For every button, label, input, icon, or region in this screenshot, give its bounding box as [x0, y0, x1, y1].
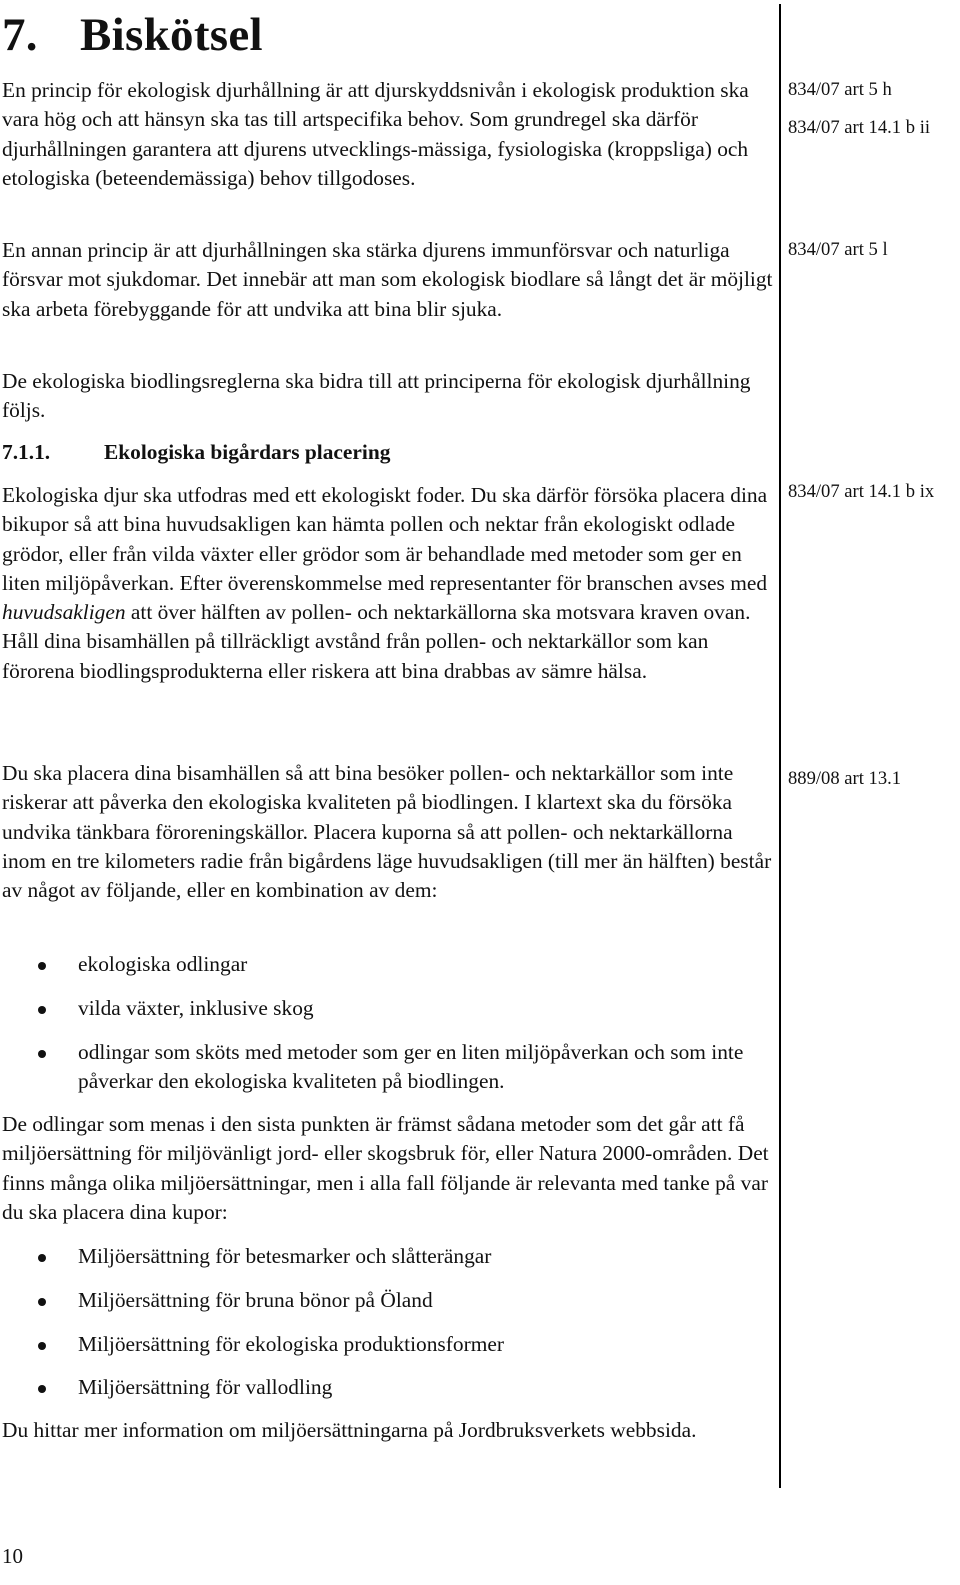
subsection-title: Ekologiska bigårdars placering: [104, 440, 391, 464]
margin-reference: 834/07 art 5 l: [788, 239, 888, 260]
bullet-icon: [38, 1050, 46, 1058]
bullet-icon: [38, 1254, 46, 1262]
list-item: [2, 1373, 774, 1402]
list-item-text: ekologiska odlingar: [78, 952, 248, 976]
subsection-number: 7.1.1.: [2, 440, 51, 464]
section-title: [2, 6, 263, 64]
bullet-icon: [38, 1006, 46, 1014]
paragraph-rules-purpose: De ekologiska biodlingsreglerna ska bidra till att principerna för ekologisk djurhållning följs.: [2, 369, 751, 423]
margin-reference: 834/07 art 5 h: [788, 79, 892, 100]
bullet-icon: [38, 962, 46, 970]
margin-reference: 889/08 art 13.1: [788, 768, 902, 789]
list-item-text: odlingar som sköts med metoder som ger en liten miljöpåverkan och som inte påverkar den ekologiska kvaliteten på biodlingen.: [78, 1039, 744, 1093]
bullet-icon: [38, 1385, 46, 1393]
paragraph-placement: Du ska placera dina bisamhällen så att bina besöker pollen- och nektarkällor som inte riskerar att påverka den ekologiska kvaliteten på biodlingen. I klartext ska du försöka undvika tänkbara föroreningskällor. Placera kuporna så att pollen- och nektarkällorna inom en tre kilometers radie från bigårdens läge huvudsakligen (till mer än hälften) består av något av följande, eller en kombination av dem:: [2, 761, 772, 903]
section-number: 7.: [2, 9, 38, 61]
paragraph-more-info: Du hittar mer information om miljöersättningarna på Jordbruksverkets webbsida.: [2, 1418, 697, 1442]
subsection-heading: [2, 438, 390, 467]
list-item: [2, 950, 774, 979]
list-item-text: Miljöersättning för ekologiska produktionsformer: [78, 1331, 504, 1356]
list-item-text: Miljöersättning för betesmarker och slåtterängar: [78, 1244, 492, 1268]
list-item: [2, 1038, 774, 1097]
paragraph-feeding-part1: Ekologiska djur ska utfodras med ett ekologiskt foder. Du ska därför försöka placera dina bikupor så att bina huvudsakligen kan hämta pollen och nektar från ekologiskt odlade grödor, eller från vilda växter eller grödor som är behandlade med metoder som ger en liten miljöpåverkan. Efter överenskommelse med representanter för branschen avses med: [2, 483, 768, 595]
paragraph-principle-immunity: En annan princip är att djurhållningen ska stärka djurens immunförsvar och naturliga försvar mot sjukdomar. Det innebär att man som ekologisk biodlare så långt det är möjligt ska arbeta förebyggande för att undvika att bina blir sjuka.: [2, 238, 773, 321]
paragraph-environment-compensation: De odlingar som menas i den sista punkten är främst sådana metoder som det går att få miljöersättning för miljövänligt jord- eller skogsbruk för, eller Natura 2000-områden. Det finns många olika miljöersättningar, men i alla fall följande är relevanta med tanke på var du ska placera dina kupor:: [2, 1112, 769, 1224]
bullet-icon: [38, 1342, 46, 1350]
list-item: [2, 1330, 774, 1359]
section-title-text: Biskötsel: [80, 9, 263, 61]
paragraph-feeding: [2, 481, 774, 686]
list-item: [2, 1242, 774, 1271]
paragraph-feeding-emphasis: huvudsakligen: [2, 600, 126, 625]
paragraph-feeding-part2: att över hälften av pollen- och nektarkällorna ska motsvara kraven ovan. Håll dina bisamhällen på tillräckligt avstånd från pollen- och nektarkällor som kan förorena biodlingsprodukterna eller riskera att bina drabbas av sämre hälsa.: [2, 600, 751, 683]
page-number: 10: [2, 1544, 23, 1568]
list-item: [2, 994, 774, 1023]
source-list: [2, 950, 774, 1096]
compensation-list: [2, 1242, 774, 1403]
bullet-icon: [38, 1298, 46, 1306]
margin-reference: 834/07 art 14.1 b ii: [788, 117, 931, 138]
list-item-text: Miljöersättning för vallodling: [78, 1375, 333, 1400]
list-item-text: Miljöersättning för bruna bönor på Öland: [78, 1287, 433, 1312]
list-item: [2, 1286, 774, 1315]
margin-divider: [779, 4, 781, 1488]
list-item-text: vilda växter, inklusive skog: [78, 995, 314, 1020]
margin-reference: 834/07 art 14.1 b ix: [788, 481, 935, 502]
paragraph-principle-welfare: En princip för ekologisk djurhållning är att djurskyddsnivån i ekologisk produktion ska vara hög och att hänsyn ska tas till artspecifika behov. Som grundregel ska därför djurhållningen garantera att djurens utvecklings-mässiga, fysiologiska (kroppsliga) och etologiska (beteendemässiga) behov tillgodoses.: [2, 78, 749, 190]
